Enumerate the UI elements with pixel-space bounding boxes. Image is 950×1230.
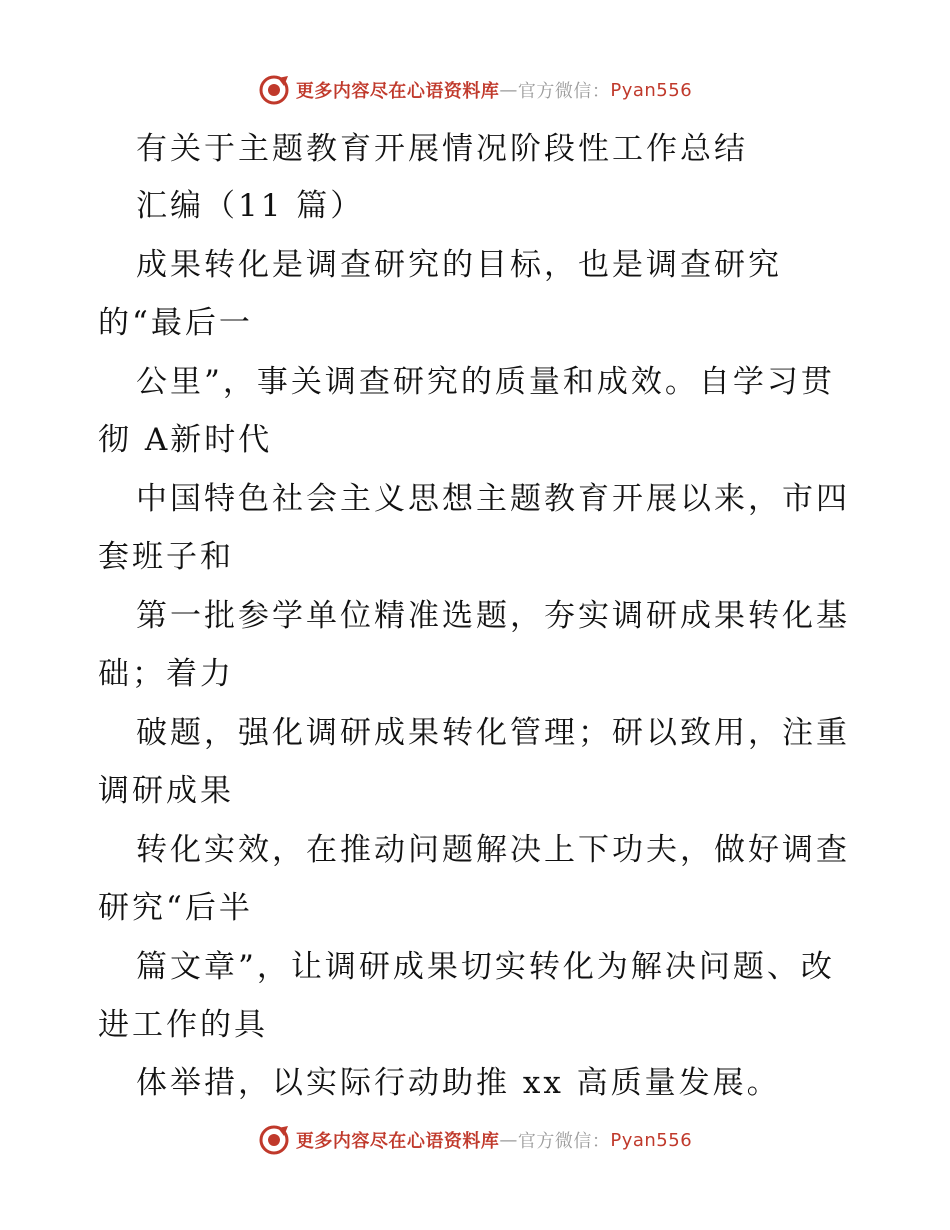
- paragraph-line: 础；着力: [98, 656, 234, 692]
- watermark-official-text: 官方微信：: [517, 1131, 611, 1152]
- paragraph-line: 转化实效，在推动问题解决上下功夫，做好调查: [136, 832, 850, 868]
- red-seal-logo-icon: [258, 1124, 290, 1156]
- watermark-official-text: 官方微信：: [517, 81, 611, 102]
- watermark-main-text: 更多内容尽在心语资料库: [295, 81, 500, 102]
- paragraph-line: 体举措，以实际行动助推 xx 高质量发展。: [136, 1065, 781, 1101]
- paragraph-line: 篇文章”，让调研成果切实转化为解决问题、改: [136, 949, 835, 985]
- paragraph-line: 的“最后一: [98, 305, 253, 341]
- document-title-line-1: 有关于主题教育开展情况阶段性工作总结: [136, 131, 748, 167]
- paragraph-line: 成果转化是调查研究的目标，也是调查研究: [136, 247, 782, 283]
- paragraph-line: 公里”，事关调查研究的质量和成效。自学习贯: [136, 364, 835, 400]
- paragraph-line: 进工作的具: [98, 1007, 268, 1043]
- watermark-separator: —: [499, 1129, 518, 1151]
- watermark-account-id: Pyan556: [610, 79, 693, 101]
- document-title-line-2: 汇编（11 篇）: [136, 188, 365, 224]
- watermark-main-text: 更多内容尽在心语资料库: [295, 1131, 500, 1152]
- paragraph-line: 中国特色社会主义思想主题教育开展以来，市四: [136, 481, 850, 517]
- paragraph-line: 研究“后半: [98, 890, 253, 926]
- paragraph-line: 彻 A新时代: [98, 422, 273, 458]
- watermark-account-id: Pyan556: [610, 1129, 693, 1151]
- paragraph-line: 第一批参学单位精准选题，夯实调研成果转化基: [136, 598, 850, 634]
- watermark-separator: —: [499, 79, 518, 101]
- paragraph-line: 调研成果: [98, 773, 234, 809]
- footer-watermark: [0, 1120, 950, 1160]
- paragraph-line: 破题，强化调研成果转化管理；研以致用，注重: [136, 715, 850, 751]
- paragraph-line: 套班子和: [98, 539, 234, 575]
